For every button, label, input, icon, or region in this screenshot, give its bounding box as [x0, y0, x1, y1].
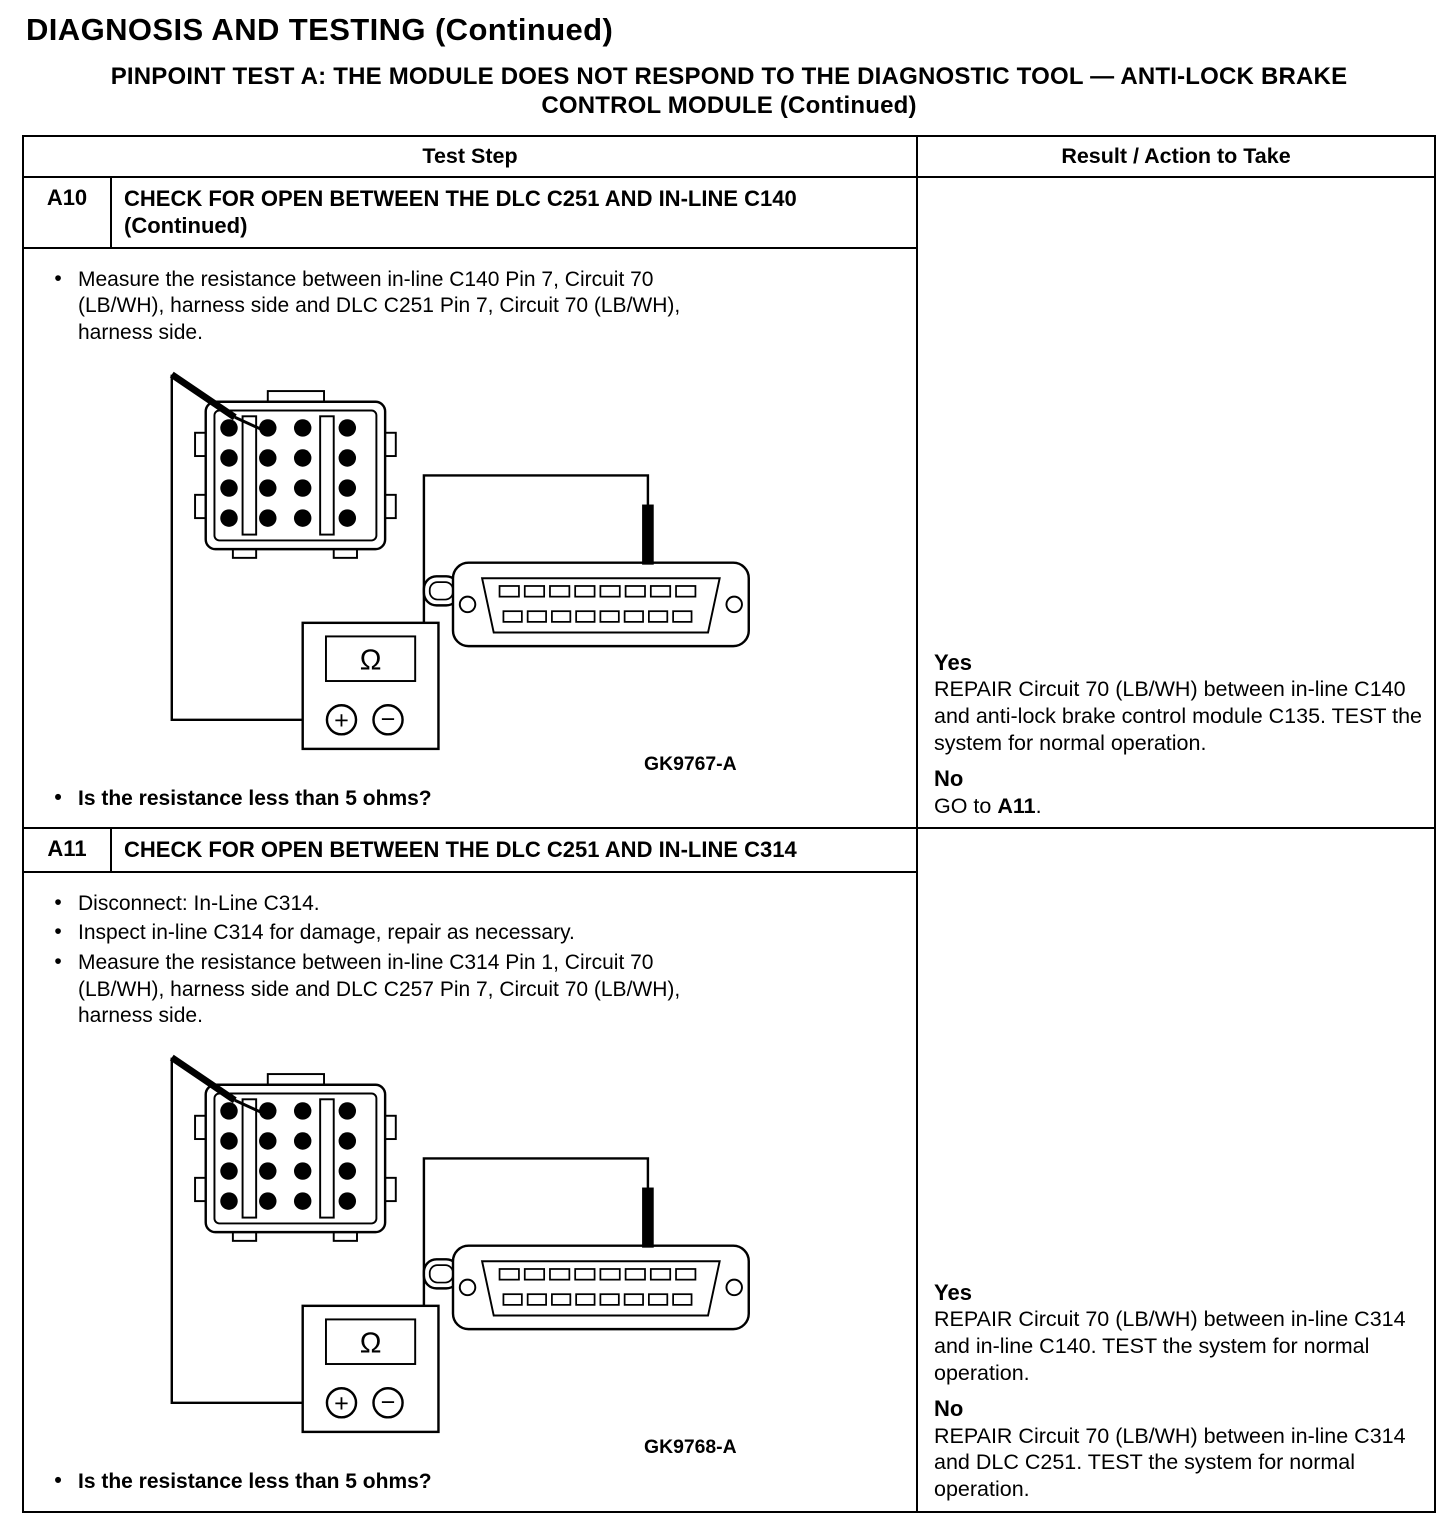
measurement-diagram-a10	[133, 361, 773, 778]
action-text	[934, 793, 1422, 820]
column-header-result: Result / Action to Take	[918, 137, 1434, 178]
test-step-cell-a11	[24, 827, 918, 1510]
pinpoint-test-title: PINPOINT TEST A: THE MODULE DOES NOT RESPOND TO THE DIAGNOSTIC TOOL — ANTI-LOCK BRAKE CONTROL MODULE (Continued)	[110, 63, 1348, 120]
action-text-post: .	[1035, 793, 1042, 818]
pinpoint-test-table	[22, 135, 1436, 1513]
bullet-marker: •	[54, 949, 62, 973]
step-header-a10	[24, 178, 916, 249]
step-body-a10	[24, 249, 916, 828]
figure-label: GK9767-A	[644, 752, 737, 775]
probe-icon	[172, 1058, 235, 1101]
result-cell-a11	[918, 827, 1434, 1510]
ohm-symbol: Ω	[359, 643, 382, 676]
question-item	[38, 786, 908, 813]
action-text-pre: GO to	[934, 793, 998, 818]
dlc-probe-icon	[642, 1187, 654, 1247]
yes-result	[934, 1279, 1422, 1386]
dlc-connector-drawing	[424, 562, 749, 645]
no-result	[934, 765, 1422, 819]
measurement-diagram-a11	[133, 1044, 773, 1461]
step-title-a11: CHECK FOR OPEN BETWEEN THE DLC C251 AND IN-LINE C314	[124, 837, 797, 863]
ohmmeter-drawing	[303, 1306, 439, 1432]
inline-connector-drawing	[195, 391, 396, 558]
verdict-no: No	[934, 766, 964, 792]
step-reference: A11	[997, 793, 1036, 818]
question-item	[38, 1469, 908, 1496]
page-title: DIAGNOSIS AND TESTING (Continued)	[26, 12, 614, 47]
instruction-text: Measure the resistance between in-line C140 Pin 7, Circuit 70 (LB/WH), harness side and DLC C251 Pin 7, Circuit 70 (LB/WH), harness side.	[78, 267, 681, 344]
ohm-symbol: Ω	[359, 1327, 382, 1360]
result-cell-a10	[918, 178, 1434, 828]
action-text: REPAIR Circuit 70 (LB/WH) between in-line C140 and anti-lock brake control module C135. TEST the system for normal operation.	[934, 677, 1423, 755]
figure-label: GK9768-A	[644, 1436, 737, 1459]
bullet-marker: •	[54, 266, 62, 290]
instruction-text: Inspect in-line C314 for damage, repair as necessary.	[78, 921, 575, 945]
ohmmeter-drawing	[303, 622, 439, 748]
instruction-item	[38, 920, 908, 947]
plus-terminal-label: +	[334, 1389, 349, 1418]
bullet-marker: •	[54, 785, 62, 809]
plus-terminal-label: +	[334, 706, 349, 735]
dlc-probe-icon	[642, 504, 654, 564]
verdict-no: No	[934, 1396, 964, 1422]
step-id-a11: A11	[24, 829, 112, 871]
instruction-item	[38, 891, 908, 918]
step-header-a11	[24, 829, 916, 873]
dlc-connector-drawing	[424, 1246, 749, 1329]
bullet-marker: •	[54, 1468, 62, 1492]
verdict-yes: Yes	[934, 1280, 972, 1306]
instruction-text: Measure the resistance between in-line C314 Pin 1, Circuit 70 (LB/WH), harness side and DLC C257 Pin 7, Circuit 70 (LB/WH), harness side.	[78, 950, 681, 1028]
step-title-a10: CHECK FOR OPEN BETWEEN THE DLC C251 AND IN-LINE C140 (Continued)	[124, 185, 797, 239]
minus-terminal-label: −	[380, 705, 396, 734]
probe-icon	[172, 374, 235, 417]
question-text: Is the resistance less than 5 ohms?	[78, 786, 432, 810]
action-text: REPAIR Circuit 70 (LB/WH) between in-line C314 and in-line C140. TEST the system for normal operation.	[934, 1307, 1406, 1385]
instruction-item	[38, 950, 908, 1030]
step-id-a10: A10	[24, 178, 112, 247]
instruction-item	[38, 267, 908, 347]
no-result	[934, 1395, 1422, 1502]
minus-terminal-label: −	[380, 1388, 396, 1417]
yes-result	[934, 649, 1422, 756]
inline-connector-drawing	[195, 1074, 396, 1241]
action-text: REPAIR Circuit 70 (LB/WH) between in-line C314 and DLC C251. TEST the system for normal operation.	[934, 1423, 1406, 1501]
instruction-text: Disconnect: In-Line C314.	[78, 891, 320, 915]
test-step-cell-a10	[24, 178, 918, 828]
bullet-marker: •	[54, 920, 62, 944]
step-body-a11	[24, 873, 916, 1511]
column-header-test-step: Test Step	[24, 137, 918, 178]
verdict-yes: Yes	[934, 650, 972, 675]
bullet-marker: •	[54, 890, 62, 914]
question-text: Is the resistance less than 5 ohms?	[78, 1469, 432, 1493]
